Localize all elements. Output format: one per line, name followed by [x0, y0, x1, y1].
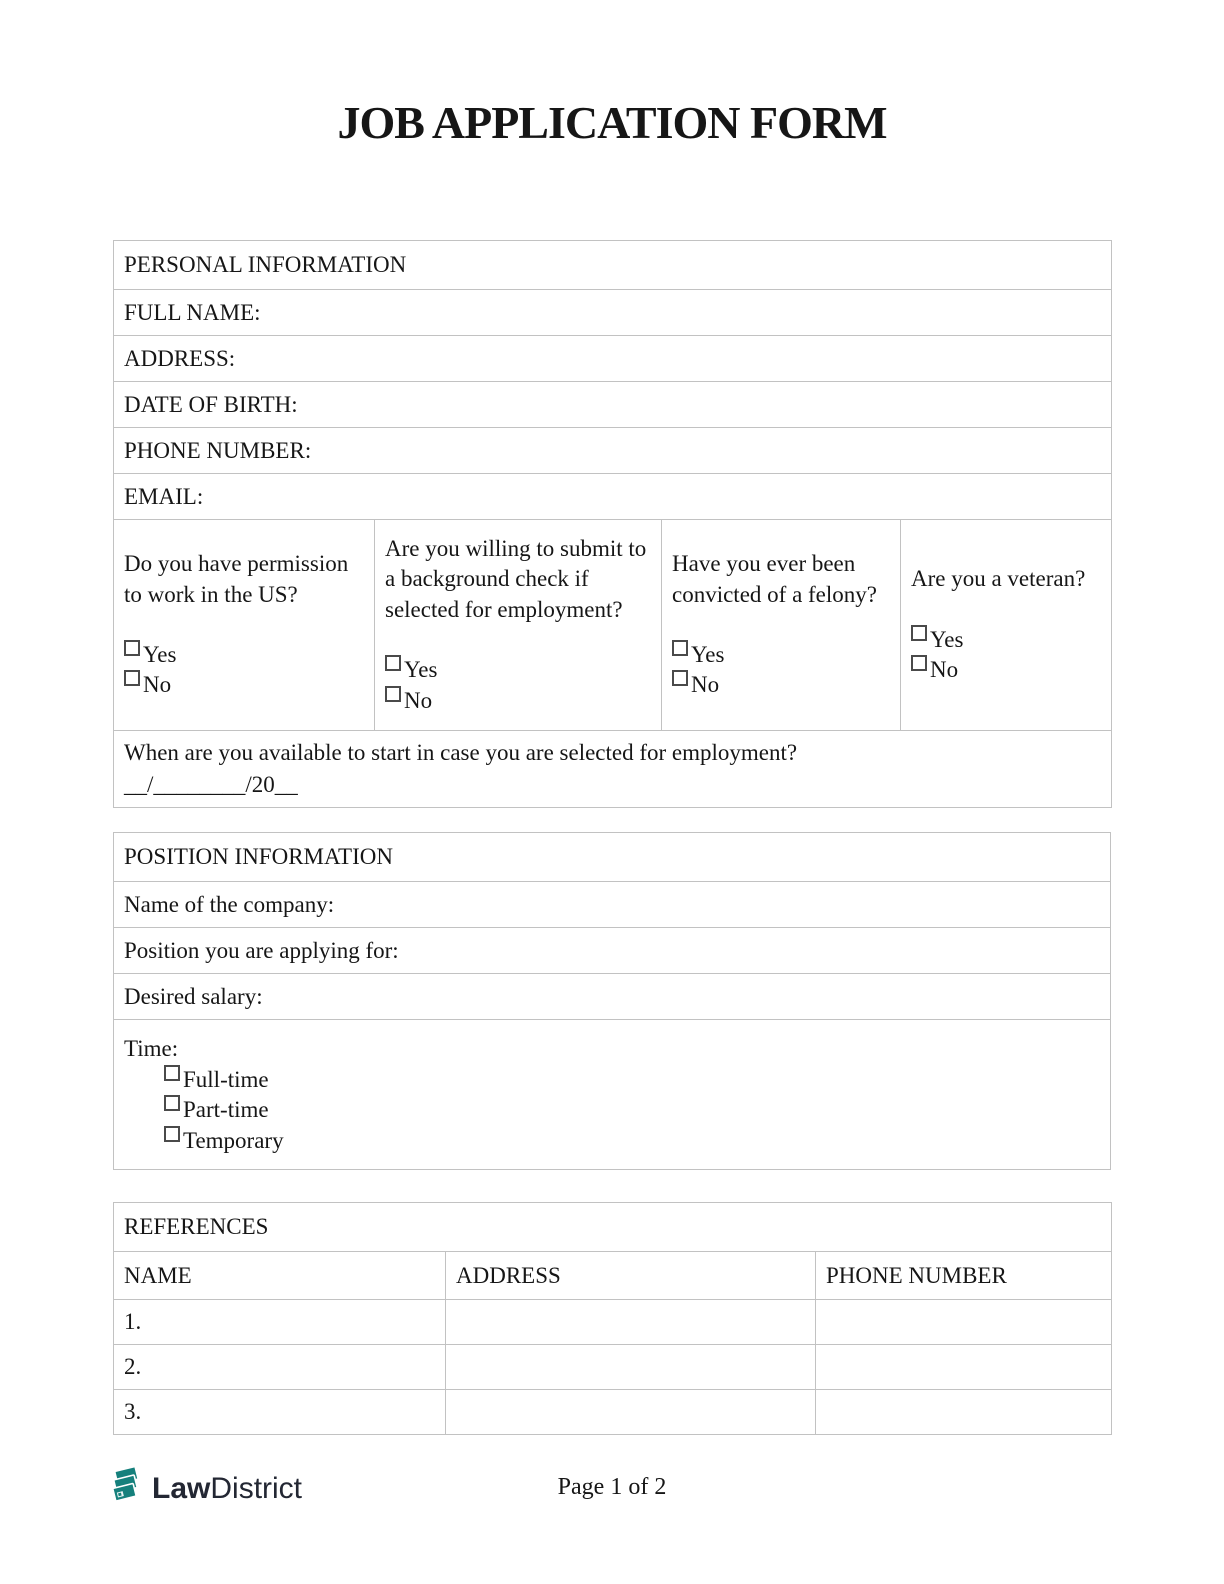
reference-3-phone-cell[interactable] — [816, 1390, 1112, 1435]
table-row — [114, 1300, 1112, 1345]
reference-2-name-cell[interactable] — [114, 1345, 446, 1390]
question-work-permission — [114, 520, 375, 731]
phone-number-field[interactable] — [114, 428, 1112, 474]
desired-salary-field[interactable] — [114, 974, 1111, 1020]
time-field — [114, 1020, 1111, 1170]
question-text: Do you have permission to work in the US? — [124, 551, 349, 607]
references-header: REFERENCES — [114, 1203, 1112, 1252]
full-name-label: FULL NAME: — [124, 299, 261, 325]
position-applied-label: Position you are applying for: — [124, 937, 399, 963]
checkbox-label: No — [143, 672, 172, 698]
checkbox-label: Part-time — [183, 1097, 269, 1123]
references-table — [113, 1202, 1112, 1435]
personal-information-table — [113, 240, 1112, 808]
address-label: ADDRESS: — [124, 345, 236, 371]
checkbox-label: Yes — [404, 657, 438, 683]
table-row — [114, 1390, 1112, 1435]
checkbox-icon[interactable] — [672, 670, 688, 686]
position-information-table — [113, 832, 1111, 1170]
reference-1-name-cell[interactable] — [114, 1300, 446, 1345]
company-name-label: Name of the company: — [124, 891, 335, 917]
references-col-address: ADDRESS — [446, 1252, 816, 1300]
checkbox-icon[interactable] — [164, 1095, 180, 1111]
page-number-label: Page 1 of 2 — [557, 1474, 667, 1500]
checkbox-icon[interactable] — [124, 640, 140, 656]
reference-3-name-cell[interactable] — [114, 1390, 446, 1435]
date-of-birth-label: DATE OF BIRTH: — [124, 391, 298, 417]
checkbox-icon[interactable] — [911, 625, 927, 641]
row-number: 1. — [124, 1309, 142, 1334]
checkbox-label: Temporary — [183, 1127, 284, 1153]
checkbox-icon[interactable] — [164, 1126, 180, 1142]
time-label: Time: — [124, 1035, 179, 1061]
reference-2-phone-cell[interactable] — [816, 1345, 1112, 1390]
availability-field[interactable] — [114, 731, 1112, 808]
date-of-birth-field[interactable] — [114, 382, 1112, 428]
checkbox-label: Yes — [143, 642, 177, 667]
checkbox-icon[interactable] — [124, 670, 140, 686]
checkbox-icon[interactable] — [164, 1065, 180, 1081]
references-col-name: NAME — [114, 1252, 446, 1300]
email-label: EMAIL: — [124, 483, 204, 509]
checkbox-label: Yes — [930, 626, 964, 652]
checkbox-icon[interactable] — [385, 686, 401, 702]
row-number: 3. — [124, 1399, 142, 1424]
personal-information-header: PERSONAL INFORMATION — [114, 241, 1112, 290]
checkbox-icon[interactable] — [385, 655, 401, 671]
page-title: JOB APPLICATION FORM — [337, 97, 887, 148]
address-field[interactable] — [114, 336, 1112, 382]
question-text: Are you willing to submit to a background check if selected for employment? — [385, 536, 647, 622]
checkbox-icon[interactable] — [911, 655, 927, 671]
full-name-field[interactable] — [114, 290, 1112, 336]
reference-2-address-cell[interactable] — [446, 1345, 816, 1390]
checkbox-label: No — [404, 687, 433, 713]
checkbox-label: Full-time — [183, 1067, 269, 1093]
question-background-check — [375, 520, 662, 731]
references-col-phone: PHONE NUMBER — [816, 1252, 1112, 1300]
reference-1-address-cell[interactable] — [446, 1300, 816, 1345]
table-row — [114, 1345, 1112, 1390]
reference-3-address-cell[interactable] — [446, 1390, 816, 1435]
question-text: Are you a veteran? — [911, 566, 1086, 592]
reference-1-phone-cell[interactable] — [816, 1300, 1112, 1345]
position-applied-field[interactable] — [114, 928, 1111, 974]
question-felony — [662, 520, 901, 731]
checkbox-icon[interactable] — [672, 640, 688, 656]
question-text: Have you ever been convicted of a felony? — [672, 551, 877, 607]
desired-salary-label: Desired salary: — [124, 983, 263, 1009]
checkbox-label: Yes — [691, 642, 725, 667]
company-name-field[interactable] — [114, 882, 1111, 928]
brand-law: Law — [152, 1472, 211, 1505]
email-field[interactable] — [114, 474, 1112, 520]
question-veteran — [901, 520, 1112, 731]
position-information-header: POSITION INFORMATION — [114, 833, 1111, 882]
availability-date-line: __/________/20__ — [124, 772, 298, 797]
checkbox-label: No — [691, 672, 720, 698]
checkbox-label: No — [930, 657, 959, 683]
availability-question: When are you available to start in case you are selected for employment? — [124, 739, 798, 765]
brand-district: District — [210, 1472, 303, 1505]
row-number: 2. — [124, 1354, 142, 1379]
phone-number-label: PHONE NUMBER: — [124, 437, 312, 463]
